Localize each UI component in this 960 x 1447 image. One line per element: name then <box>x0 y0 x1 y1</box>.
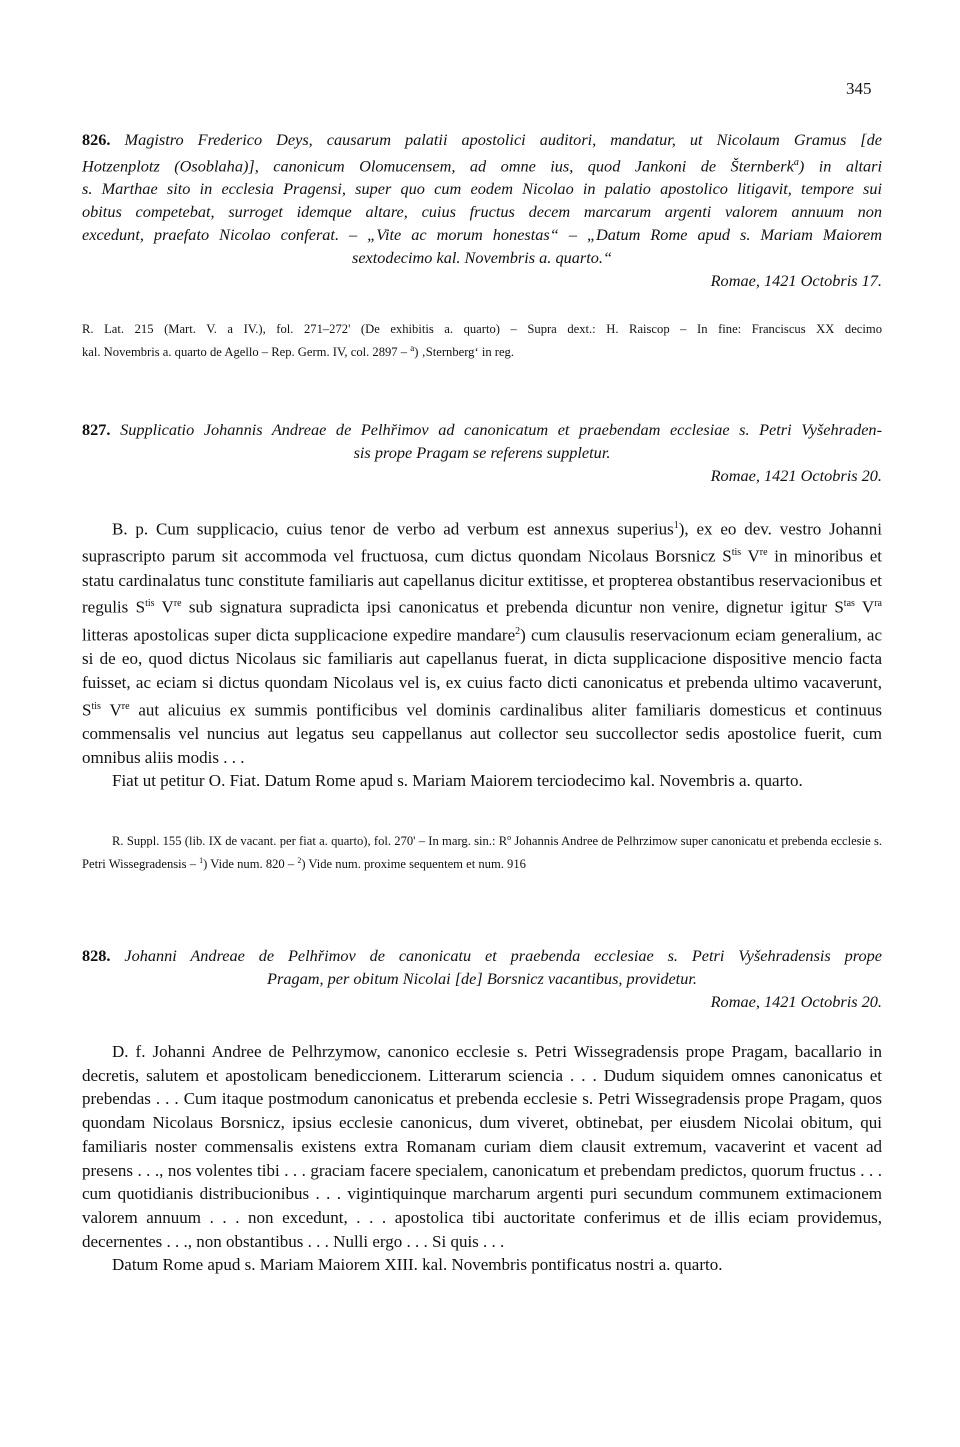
text-run: in minoribus et statu cardinalatus tunc constitute familiaris aut capellanus dicitur extitisse, et propterea obstantibus reservacionibus et regulis S <box>82 547 882 618</box>
entry-827-body <box>82 514 882 793</box>
superscript: tis <box>145 598 155 610</box>
note-line: ) ‚Sternberg‘ in reg. <box>414 345 514 360</box>
superscript: tis <box>731 547 742 559</box>
text-run: V <box>154 598 174 618</box>
superscript: 2 <box>515 625 521 637</box>
entry-826-regest <box>82 128 882 269</box>
entry-828-date: Romae, 1421 Octobris 20. <box>710 992 882 1011</box>
page-number: 345 <box>846 79 872 98</box>
entry-826-date: Romae, 1421 Octobris 17. <box>710 271 882 291</box>
regest-line: sis prope Pragam se referens suppletur. <box>353 443 611 462</box>
entry-828-body <box>82 1040 882 1277</box>
regest-line: excedunt, praefato Nicolao conferat. – „Vite ac morum honestas“ – „Datum Rome apud s. Mariam Maiorem <box>82 225 882 245</box>
regest-line: s. Marthae sito in ecclesia Pragensi, super quo cum eodem Nicolao in palatio apostolico litigavit, tempore sui <box>82 179 882 199</box>
regest-line: ) in altari <box>798 156 883 176</box>
note-line: R. Lat. 215 (Mart. V. a IV.), fol. 271–272' (De exhibitis a. quarto) – Supra dext.: H. Raiscop – In fine: Franciscus XX decimo <box>82 322 882 336</box>
superscript: o <box>507 833 512 842</box>
superscript: tas <box>843 598 855 610</box>
entry-number: 828. <box>82 946 111 965</box>
entry-827-closing: Fiat ut petitur O. Fiat. Datum Rome apud s. Mariam Maiorem terciodecimo kal. Novembris a. quarto. <box>112 771 803 791</box>
text-run: R. Suppl. 155 (lib. IX de vacant. per fiat a. quarto), fol. 270' – In marg. sin.: R <box>112 834 508 849</box>
text-run: Johannis Andree de Pelhrzimow super canonicatu et prebenda ecclesie s. Petri Wissegradensis – <box>82 834 882 872</box>
text-run: V <box>854 598 875 618</box>
entry-number: 827. <box>82 420 111 439</box>
entry-827-note <box>82 828 882 874</box>
regest-line: sextodecimo kal. Novembris a. quarto.“ <box>351 248 612 268</box>
regest-line: obitus competebat, surroget idemque altare, cuius fructus decem marcarum argenti valorem annuum non <box>82 202 882 222</box>
superscript: ra <box>874 598 882 610</box>
entry-826-note <box>82 320 882 362</box>
note-line: kal. Novembris a. quarto de Agello – Rep. Germ. IV, col. 2897 – <box>82 345 408 360</box>
regest-line: Pragam, per obitum Nicolai [de] Borsnicz vacantibus, providetur. <box>267 969 697 988</box>
entry-827 <box>82 418 882 487</box>
text-run: V <box>100 700 122 720</box>
footnote-mark: a <box>793 157 799 168</box>
text-run: ) Vide num. 820 – <box>203 857 298 872</box>
text-run: sub signatura supradicta ipsi canonicatus et prebenda dicuntur non venire, dignetur igitur S <box>181 598 844 618</box>
superscript: re <box>759 547 768 559</box>
entry-828 <box>82 944 882 1013</box>
entry-828-regest <box>82 944 882 990</box>
footnote-mark: a <box>410 343 415 353</box>
superscript: 1 <box>673 520 679 531</box>
regest-line: Magistro Frederico Deys, causarum palatii apostolici auditori, mandatur, ut Nicolaum Gramus [de <box>124 130 882 149</box>
text-run: ), ex eo dev. vestro Johanni suprascripto parum sit accommoda vel fructuosa, cum dictus quondam Nicolaus Borsnicz S <box>82 519 882 567</box>
text-run: aut alicuius ex summis pontificibus vel dominis cardinalibus aliter familiaris domesticus et continuus commensalis vel nuncius aut legatus seu cappellanus aut collector seu succollector sedis apostolice fuerit, cum omnibus aliis modis . . . <box>82 700 882 767</box>
entry-826 <box>82 128 882 292</box>
entry-number: 826. <box>82 130 111 149</box>
superscript: 2 <box>297 856 302 866</box>
text-run: V <box>741 547 760 567</box>
superscript: tis <box>91 700 101 712</box>
text-run: ) cum clausulis reservacionum eciam generalium, ac si de eo, quod dictus Nicolaus sic familiaris aut capellanus fuerat, in dicta supplicacione dispositive mencio facta fuisset, ac eciam si dictus quondam Nicolaus vel is, ex cuius facto dicti canonicatus et prebenda ultimo vacaverunt, S <box>82 625 882 720</box>
text-run: ) Vide num. proxime sequentem et num. 916 <box>301 857 526 872</box>
superscript: 1 <box>199 856 204 866</box>
entry-828-text: D. f. Johanni Andree de Pelhrzymow, canonico ecclesie s. Petri Wissegradensis prope Pragam, bacallario in decretis, salutem et apostolicam benediccionem. Litterarum sciencia . . . Dudum siquidem omnes canonicatus et prebendas . . . Cum itaque postmodum canonicatus et prebenda ecclesie s. Petri Wissegradensis prope Pragam, quos quondam Nicolaus Borsnicz, ipsius ecclesie canonicus, dum viveret, obtinebat, per eiusdem Nicolai obitum, qui familiaris noster commensalis existens extra Romanam curiam diem clausit extremum, vacaverint et vacent ad presens . . ., nos volentes tibi . . . graciam facere specialem, canonicatum et prebendam predictos, quorum fructus . . . cum quotidianis distribucionibus . . . vigintiquinque marcharum argenti puri secundum communem extimacionem valorem annuum . . . non excedunt, . . . apostolica tibi auctoritate conferimus et de illis eciam providemus, decernentes . . ., non obstantibus . . . Nulli ergo . . . Si quis . . . <box>82 1042 882 1251</box>
regest-line: Hotzenplotz (Osoblaha)], canonicum Olomucensem, ad omne ius, quod Jankoni de Šternberk <box>82 156 794 176</box>
regest-line: Johanni Andreae de Pelhřimov de canonicatu et praebenda ecclesiae s. Petri Vyšehradensis prope <box>124 946 882 965</box>
entry-827-date: Romae, 1421 Octobris 20. <box>710 466 882 485</box>
text-run: litteras apostolicas super dicta supplicacione expedire mandare <box>82 625 516 645</box>
superscript: re <box>173 598 182 610</box>
entry-827-note-text <box>82 828 882 874</box>
text-run: B. p. Cum supplicacio, cuius tenor de verbo ad verbum est annexus superius <box>112 519 674 539</box>
entry-827-regest <box>82 418 882 464</box>
entry-827-text <box>82 514 882 769</box>
entry-828-closing: Datum Rome apud s. Mariam Maiorem XIII. kal. Novembris pontificatus nostri a. quarto. <box>112 1255 723 1275</box>
superscript: re <box>121 700 130 712</box>
regest-line: Supplicatio Johannis Andreae de Pelhřimov ad canonicatum et praebendam ecclesiae s. Petri Vyšehraden- <box>120 420 882 439</box>
